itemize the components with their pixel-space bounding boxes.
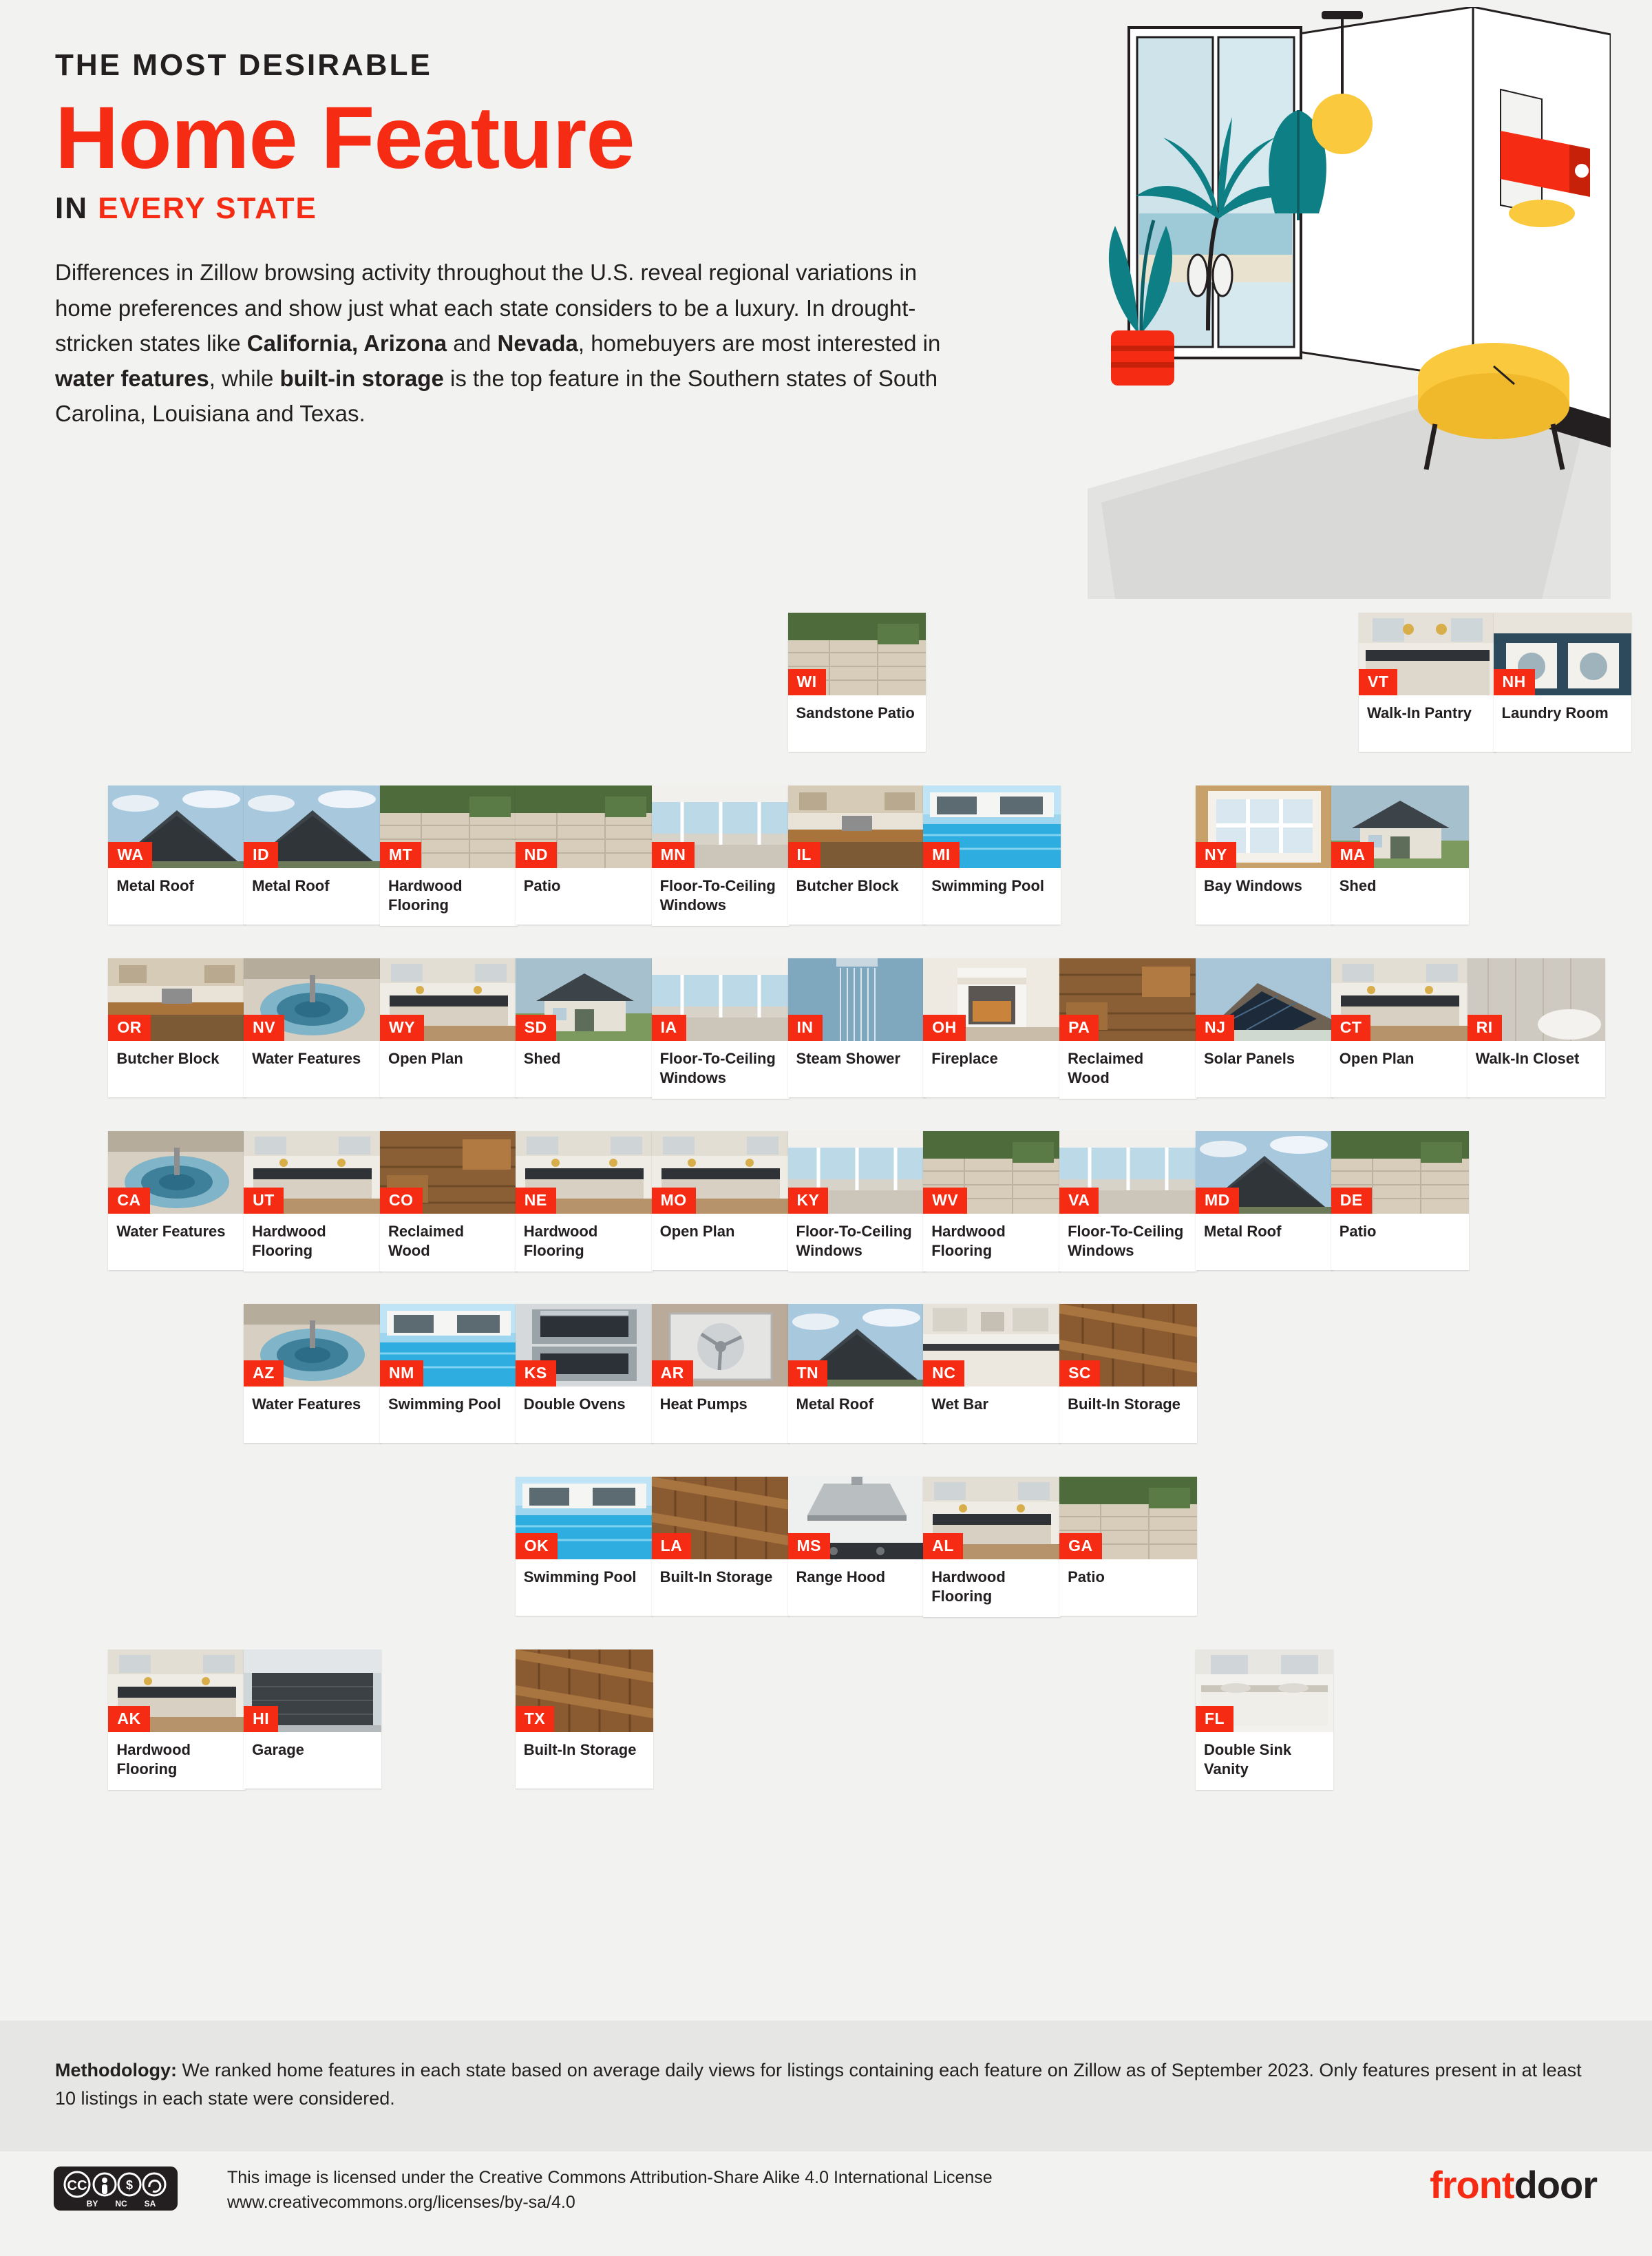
- frontdoor-logo: [1430, 2162, 1597, 2207]
- state-abbr-badge: NY: [1196, 842, 1236, 868]
- state-abbr-badge: NJ: [1196, 1015, 1234, 1041]
- state-feature-label: Patio: [1068, 1568, 1105, 1585]
- state-abbr-badge: AZ: [244, 1360, 284, 1387]
- state-card-ma[interactable]: [1331, 786, 1469, 925]
- state-abbr-badge: IL: [788, 842, 820, 868]
- svg-text:CC: CC: [67, 2178, 87, 2193]
- state-abbr-badge: ND: [516, 842, 557, 868]
- state-photo-mi: [923, 786, 1061, 868]
- state-card-id[interactable]: [244, 786, 381, 925]
- state-abbr-badge: AR: [652, 1360, 693, 1387]
- state-card-la[interactable]: [652, 1477, 790, 1616]
- state-abbr-badge: VT: [1359, 669, 1397, 695]
- state-abbr-badge: NH: [1494, 669, 1535, 695]
- state-card-nm[interactable]: [380, 1304, 518, 1443]
- state-card-tx[interactable]: [516, 1649, 653, 1789]
- state-feature-label: Steam Shower: [796, 1050, 901, 1067]
- state-photo-in: [788, 958, 926, 1041]
- state-abbr-badge: WA: [108, 842, 152, 868]
- methodology-section: [0, 2021, 1652, 2151]
- state-abbr-badge: RI: [1468, 1015, 1502, 1041]
- state-card-ca[interactable]: [108, 1131, 246, 1270]
- state-feature-label: Solar Panels: [1204, 1050, 1295, 1067]
- state-abbr-badge: MD: [1196, 1188, 1239, 1214]
- state-abbr-badge: AK: [108, 1706, 149, 1732]
- intro-paragraph: [55, 255, 971, 431]
- state-feature-label: Open Plan: [1339, 1050, 1415, 1067]
- state-abbr-badge: CT: [1331, 1015, 1371, 1041]
- state-card-or[interactable]: [108, 958, 246, 1097]
- state-feature-label: Patio: [523, 877, 561, 894]
- state-abbr-badge: CO: [380, 1188, 423, 1214]
- state-abbr-badge: SC: [1059, 1360, 1100, 1387]
- state-photo-or: [108, 958, 246, 1041]
- state-abbr-badge: VA: [1059, 1188, 1099, 1214]
- state-abbr-badge: SD: [516, 1015, 556, 1041]
- state-photo-nm: [380, 1304, 518, 1387]
- state-card-ak[interactable]: [108, 1649, 246, 1790]
- state-feature-label: Wet Bar: [931, 1395, 988, 1413]
- state-abbr-badge: WV: [923, 1188, 967, 1214]
- state-abbr-badge: NE: [516, 1188, 556, 1214]
- state-feature-label: Hardwood Flooring: [252, 1223, 326, 1260]
- state-abbr-badge: NC: [923, 1360, 964, 1387]
- state-card-de[interactable]: [1331, 1131, 1469, 1270]
- state-photo-wv: [923, 1131, 1061, 1214]
- state-photo-ia: [652, 958, 790, 1041]
- brand-post: door: [1514, 2163, 1597, 2206]
- state-abbr-badge: MN: [652, 842, 695, 868]
- state-abbr-badge: TN: [788, 1360, 828, 1387]
- intro-bold-2: Nevada: [497, 330, 578, 356]
- state-feature-label: Metal Roof: [116, 877, 194, 894]
- state-photo-sd: [516, 958, 653, 1041]
- state-card-nj[interactable]: [1196, 958, 1333, 1097]
- state-abbr-badge: OR: [108, 1015, 151, 1041]
- state-abbr-badge: WY: [380, 1015, 424, 1041]
- state-card-in[interactable]: [788, 958, 926, 1097]
- state-photo-ma: [1331, 786, 1469, 868]
- state-photo-pa: [1059, 958, 1197, 1041]
- state-abbr-badge: FL: [1196, 1706, 1233, 1732]
- intro-text-2: and: [447, 330, 498, 356]
- state-feature-label: Hardwood Flooring: [388, 877, 463, 914]
- state-photo-ms: [788, 1477, 926, 1559]
- state-abbr-badge: WI: [788, 669, 826, 695]
- state-card-mi[interactable]: [923, 786, 1061, 925]
- intro-text-4: , while: [209, 365, 280, 391]
- state-photo-il: [788, 786, 926, 868]
- state-abbr-badge: UT: [244, 1188, 284, 1214]
- state-card-co[interactable]: [380, 1131, 518, 1272]
- state-photo-de: [1331, 1131, 1469, 1214]
- state-feature-label: Swimming Pool: [388, 1395, 501, 1413]
- intro-text-5: is the top feature in the Southern states of South Carolina, Louisiana and Texas.: [55, 365, 938, 426]
- state-photo-la: [652, 1477, 790, 1559]
- state-card-ok[interactable]: [516, 1477, 653, 1616]
- state-feature-label: Hardwood Flooring: [523, 1223, 598, 1260]
- state-feature-label: Walk-In Closet: [1475, 1050, 1580, 1067]
- state-photo-ga: [1059, 1477, 1197, 1559]
- state-photo-nc: [923, 1304, 1061, 1387]
- state-card-ne[interactable]: [516, 1131, 653, 1272]
- state-photo-ny: [1196, 786, 1333, 868]
- state-feature-label: Water Features: [252, 1050, 361, 1067]
- state-card-ar[interactable]: [652, 1304, 790, 1443]
- state-card-wy[interactable]: [380, 958, 518, 1097]
- state-feature-label: Hardwood Flooring: [931, 1568, 1006, 1605]
- state-photo-vt: [1359, 613, 1496, 695]
- state-feature-label: Shed: [523, 1050, 561, 1067]
- intro-text-3: , homebuyers are most interested in: [578, 330, 941, 356]
- state-photo-az: [244, 1304, 381, 1387]
- state-feature-label: Floor-To-Ceiling Windows: [796, 1223, 912, 1260]
- state-abbr-badge: AL: [923, 1533, 963, 1559]
- state-card-ut[interactable]: [244, 1131, 381, 1272]
- state-photo-wa: [108, 786, 246, 868]
- state-feature-label: Open Plan: [388, 1050, 463, 1067]
- state-abbr-badge: MT: [380, 842, 421, 868]
- state-photo-ne: [516, 1131, 653, 1214]
- state-feature-label: Double Sink Vanity: [1204, 1741, 1292, 1778]
- state-card-mo[interactable]: [652, 1131, 790, 1270]
- state-photo-mn: [652, 786, 790, 868]
- state-photo-tn: [788, 1304, 926, 1387]
- state-photo-ok: [516, 1477, 653, 1559]
- state-feature-label: Floor-To-Ceiling Windows: [659, 1050, 776, 1087]
- state-photo-oh: [923, 958, 1061, 1041]
- state-abbr-badge: OH: [923, 1015, 966, 1041]
- state-feature-label: Butcher Block: [116, 1050, 220, 1067]
- state-feature-label: Swimming Pool: [931, 877, 1044, 894]
- state-feature-label: Walk-In Pantry: [1367, 704, 1472, 721]
- state-photo-ca: [108, 1131, 246, 1214]
- state-feature-label: Swimming Pool: [523, 1568, 637, 1585]
- state-photo-ak: [108, 1649, 246, 1732]
- state-photo-ar: [652, 1304, 790, 1387]
- state-feature-label: Open Plan: [659, 1223, 735, 1240]
- state-card-al[interactable]: [923, 1477, 1061, 1617]
- state-photo-sc: [1059, 1304, 1197, 1387]
- state-abbr-badge: CA: [108, 1188, 149, 1214]
- state-card-nh[interactable]: [1494, 613, 1631, 752]
- state-card-wv[interactable]: [923, 1131, 1061, 1272]
- state-card-oh[interactable]: [923, 958, 1061, 1097]
- state-feature-label: Built-In Storage: [1068, 1395, 1180, 1413]
- state-abbr-badge: KS: [516, 1360, 556, 1387]
- state-card-il[interactable]: [788, 786, 926, 925]
- state-photo-wy: [380, 958, 518, 1041]
- state-abbr-badge: LA: [652, 1533, 692, 1559]
- state-feature-label: Patio: [1339, 1223, 1377, 1240]
- state-feature-label: Heat Pumps: [659, 1395, 748, 1413]
- state-card-ky[interactable]: [788, 1131, 926, 1272]
- state-card-tn[interactable]: [788, 1304, 926, 1443]
- intro-bold-1: California, Arizona: [246, 330, 447, 356]
- state-abbr-badge: KY: [788, 1188, 829, 1214]
- state-card-hi[interactable]: [244, 1649, 381, 1789]
- state-abbr-badge: TX: [516, 1706, 554, 1732]
- state-photo-ks: [516, 1304, 653, 1387]
- state-card-sc[interactable]: [1059, 1304, 1197, 1443]
- hero-illustration: [1088, 7, 1611, 599]
- state-feature-label: Hardwood Flooring: [931, 1223, 1006, 1260]
- state-card-va[interactable]: [1059, 1131, 1197, 1272]
- state-photo-al: [923, 1477, 1061, 1559]
- state-feature-label: Reclaimed Wood: [1068, 1050, 1144, 1087]
- state-card-ri[interactable]: [1468, 958, 1605, 1097]
- state-abbr-badge: IN: [788, 1015, 823, 1041]
- license-line-1: This image is licensed under the Creative Commons Attribution-Share Alike 4.0 International License: [227, 2168, 993, 2187]
- state-feature-label: Sandstone Patio: [796, 704, 915, 721]
- header-subtitle-accent: EVERY STATE: [98, 191, 317, 226]
- intro-bold-4: built-in storage: [279, 365, 444, 391]
- state-feature-label: Laundry Room: [1501, 704, 1609, 721]
- state-photo-tx: [516, 1649, 653, 1732]
- state-photo-ct: [1331, 958, 1469, 1041]
- state-photo-mt: [380, 786, 518, 868]
- state-card-nv[interactable]: [244, 958, 381, 1097]
- state-feature-label: Floor-To-Ceiling Windows: [659, 877, 776, 914]
- state-card-vt[interactable]: [1359, 613, 1496, 752]
- state-feature-label: Bay Windows: [1204, 877, 1302, 894]
- state-abbr-badge: MO: [652, 1188, 696, 1214]
- state-photo-hi: [244, 1649, 381, 1732]
- state-abbr-badge: MI: [923, 842, 960, 868]
- state-photo-ri: [1468, 958, 1605, 1041]
- state-abbr-badge: IA: [652, 1015, 686, 1041]
- svg-text:SA: SA: [144, 2199, 156, 2208]
- state-card-ny[interactable]: [1196, 786, 1333, 925]
- creative-commons-icon: [54, 2167, 178, 2211]
- state-card-fl[interactable]: [1196, 1649, 1333, 1790]
- state-card-ga[interactable]: [1059, 1477, 1197, 1616]
- state-photo-fl: [1196, 1649, 1333, 1732]
- state-photo-nh: [1494, 613, 1631, 695]
- state-card-wa[interactable]: [108, 786, 246, 925]
- state-feature-label: Garage: [252, 1741, 304, 1758]
- state-card-ms[interactable]: [788, 1477, 926, 1616]
- state-abbr-badge: ID: [244, 842, 278, 868]
- state-feature-label: Floor-To-Ceiling Windows: [1068, 1223, 1184, 1260]
- state-abbr-badge: NM: [380, 1360, 423, 1387]
- state-photo-va: [1059, 1131, 1197, 1214]
- methodology-text: We ranked home features in each state based on average daily views for listings containing each feature on Zillow as of September 2023. Only features present in at least 10 listings in each state were considered.: [55, 2060, 1582, 2109]
- svg-text:NC: NC: [115, 2199, 127, 2208]
- license-text: [227, 2165, 993, 2215]
- state-feature-label: Butcher Block: [796, 877, 899, 894]
- state-photo-ut: [244, 1131, 381, 1214]
- state-card-mt[interactable]: [380, 786, 518, 926]
- state-abbr-badge: NV: [244, 1015, 284, 1041]
- state-feature-label: Water Features: [252, 1395, 361, 1413]
- state-photo-wi: [788, 613, 926, 695]
- state-feature-label: Metal Roof: [1204, 1223, 1282, 1240]
- state-card-mn[interactable]: [652, 786, 790, 926]
- state-card-pa[interactable]: [1059, 958, 1197, 1099]
- state-card-nd[interactable]: [516, 786, 653, 925]
- state-feature-label: Metal Roof: [796, 1395, 873, 1413]
- intro-bold-3: water features: [55, 365, 209, 391]
- state-feature-label: Built-In Storage: [523, 1741, 637, 1758]
- state-photo-nd: [516, 786, 653, 868]
- svg-text:$: $: [125, 2178, 134, 2192]
- state-abbr-badge: GA: [1059, 1533, 1102, 1559]
- state-feature-map: [0, 606, 1652, 1955]
- state-feature-label: Range Hood: [796, 1568, 886, 1585]
- intro-text-1: Differences in Zillow browsing activity throughout the U.S. reveal regional variations in home preferences and show just what each state considers to be a luxury. In drought-stricken states like: [55, 260, 918, 356]
- header-subtitle-pre: IN: [55, 191, 98, 226]
- state-feature-label: Double Ovens: [523, 1395, 626, 1413]
- state-card-sd[interactable]: [516, 958, 653, 1097]
- state-photo-md: [1196, 1131, 1333, 1214]
- state-photo-ky: [788, 1131, 926, 1214]
- state-feature-label: Metal Roof: [252, 877, 330, 894]
- state-abbr-badge: OK: [516, 1533, 558, 1559]
- state-abbr-badge: MS: [788, 1533, 831, 1559]
- state-feature-label: Hardwood Flooring: [116, 1741, 191, 1778]
- methodology-label: Methodology:: [55, 2060, 177, 2080]
- state-card-ct[interactable]: [1331, 958, 1469, 1097]
- state-abbr-badge: MA: [1331, 842, 1375, 868]
- state-card-ks[interactable]: [516, 1304, 653, 1443]
- brand-pre: front: [1430, 2163, 1514, 2206]
- state-card-ia[interactable]: [652, 958, 790, 1099]
- page-title: Home Feature: [55, 89, 635, 187]
- state-card-md[interactable]: [1196, 1131, 1333, 1270]
- state-card-wi[interactable]: [788, 613, 926, 752]
- state-feature-label: Shed: [1339, 877, 1377, 894]
- state-feature-label: Reclaimed Wood: [388, 1223, 465, 1260]
- state-abbr-badge: PA: [1059, 1015, 1099, 1041]
- state-abbr-badge: HI: [244, 1706, 278, 1732]
- footer: [0, 2151, 1652, 2256]
- state-photo-nv: [244, 958, 381, 1041]
- state-feature-label: Water Features: [116, 1223, 226, 1240]
- license-line-2[interactable]: www.creativecommons.org/licenses/by-sa/4.0: [227, 2193, 575, 2213]
- state-abbr-badge: DE: [1331, 1188, 1372, 1214]
- header-kicker: THE MOST DESIRABLE: [55, 48, 432, 82]
- state-card-az[interactable]: [244, 1304, 381, 1443]
- state-photo-id: [244, 786, 381, 868]
- svg-text:BY: BY: [86, 2199, 98, 2208]
- state-feature-label: Built-In Storage: [659, 1568, 773, 1585]
- state-card-nc[interactable]: [923, 1304, 1061, 1443]
- header: [0, 0, 1652, 620]
- state-photo-nj: [1196, 958, 1333, 1041]
- state-photo-co: [380, 1131, 518, 1214]
- state-photo-mo: [652, 1131, 790, 1214]
- state-feature-label: Fireplace: [931, 1050, 998, 1067]
